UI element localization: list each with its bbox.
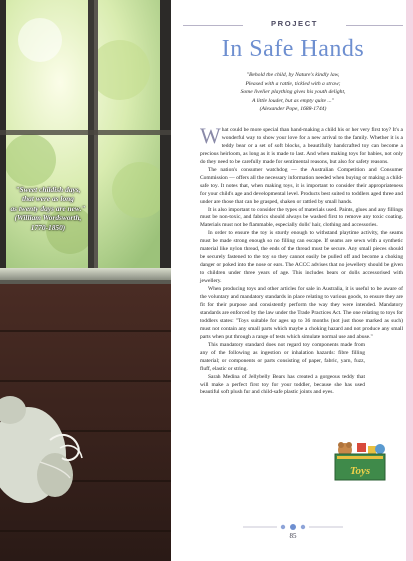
body-paragraph: When producing toys and other articles for sale in Australia, it is useful to be aware of the voluntary and mandatory standards in place relating to various goods, to ensure they are fit for their purpose and consistently perform the way they were intended. Mandatory standards are enforced by the law under the Trade Practices Act. The one relating to toys for toddlers states: "Toys suitable for ages up to 36 months (not just those marked as such) must not contain any small parts which maybe a choking hazard and not produce any small parts when put through a range of tests which simulate normal use and abuse." <box>200 286 403 340</box>
epigraph-line: "Behold the child, by Nature's kindly law, <box>246 72 340 78</box>
epigraph-line: A little louder, but as empty quite ..." <box>252 97 334 104</box>
window-photo-illustration <box>0 0 171 561</box>
body-paragraph: The nation's consumer watchdog — the Australian Competition and Consumer Commission — offers all the necessary information needed when buying or making a child-safe toy. It notes that, when making toys, it is important to consider their appropriateness for your child's age and developmental level. Products best suited to toddlers aged three and under are those that can be grasped, shaken or rattled by small hands. <box>200 166 403 205</box>
article-column <box>183 0 403 561</box>
article-body <box>200 123 403 397</box>
drop-cap: W <box>200 123 221 148</box>
window-photo <box>0 0 171 561</box>
toy-box-image <box>331 440 389 482</box>
photo-quote-line: (William Wordsworth, <box>14 213 82 223</box>
photo-quote-line: "Sweet childish days, <box>15 185 81 194</box>
body-paragraph: This mandatory standard does not regard toy components made from any of the following as ingestion or inhalation hazards: fibre filling material; or components or parts consisting of paper, fabric, yarn, fuzz, fluff, elastic or string. <box>200 341 365 372</box>
body-paragraph: It is also important to consider the types of materials used. Paints, glues and any fillings must be non-toxic, and fabrics should always be washed first to remove any toxic coating. Materials must not be flammable, especially dolls' hair, clothing and accessories. <box>200 206 403 229</box>
epigraph-attribution: (Alexander Pope, 1688-1744) <box>259 106 327 113</box>
photo-quote-line: that were as long <box>22 194 74 204</box>
footer-ornament <box>183 523 403 531</box>
header-rule-left <box>183 25 243 26</box>
page-edge-strip <box>406 0 413 561</box>
article-title: In Safe Hands <box>221 36 365 62</box>
header-rule-right <box>346 25 403 26</box>
body-paragraph-text: hat could be more special than hand-making a child his or her very first toy? It's a wonderful way to show your love for a new arrival to the family. Whether it is a teddy bear or a set of soft blocks, a beautifully handcrafted toy can become a precious heirloom, as long as it is made to last. And when making toys for babies, not only do they need to be carefully made for sentimental reasons, but also for safety reasons. <box>200 127 403 165</box>
photo-quote-line: as twenty days are new." <box>10 203 86 213</box>
pope-epigraph <box>183 71 403 114</box>
epigraph-line: Some livelier plaything gives his youth delight, <box>240 89 346 96</box>
page-number: 85 <box>289 532 297 540</box>
toy-box-label: Toys <box>349 465 371 477</box>
body-paragraph: In order to ensure the toy is sturdy enough to withstand playtime activity, the seams must be made strong enough so no filling can escape. If seams are sewn with a synthetic material like nylon thread, the ends of the thread must be secure. Any small pieces should be securely fastened to the toy so they cannot easily be pulled off and become a choking danger or poked into the nose or ears. The ACCC advises that no jewellery should be given to children under three years of age. This includes bears or dolls accessorised with jewellery. <box>200 230 403 285</box>
epigraph-line: Pleased with a rattle, tickled with a straw; <box>245 80 341 87</box>
body-paragraph: Sarah Medina of Jellybelly Bears has created a gorgeous teddy that will make a perfect first toy for your toddler, because she has used beautiful soft plush fur and child-safe plastic joints and eyes. <box>200 373 365 396</box>
wordsworth-quote <box>2 185 94 232</box>
body-paragraph <box>200 123 403 167</box>
section-label: PROJECT <box>270 19 319 28</box>
photo-quote-line: 1770-1850) <box>30 222 66 232</box>
toy-box-illustration <box>331 440 389 482</box>
